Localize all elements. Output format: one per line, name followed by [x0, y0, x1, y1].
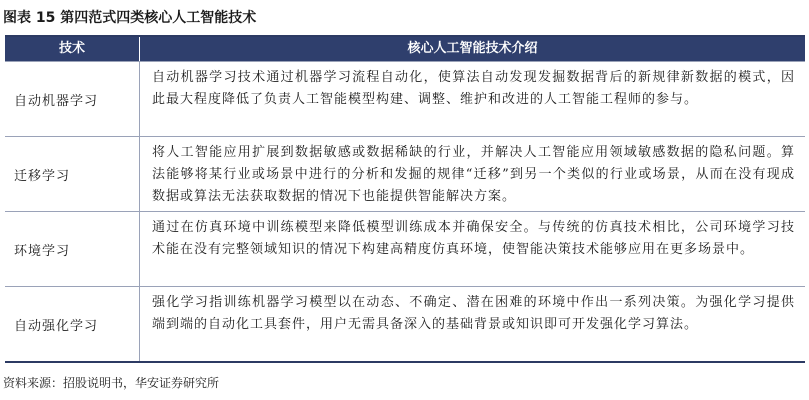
table-row: [5, 136, 805, 211]
table-header: [5, 37, 805, 61]
header-technology: 技术: [5, 37, 140, 61]
technology-name: 迁移学习: [5, 137, 140, 211]
table-row: [5, 286, 805, 361]
figure-title: 图表 15 第四范式四类核心人工智能技术: [3, 10, 257, 26]
header-description: 核心人工智能技术介绍: [407, 41, 538, 56]
technology-name: 自动强化学习: [5, 287, 140, 361]
technology-name: 环境学习: [5, 212, 140, 286]
technology-name: 自动机器学习: [5, 62, 140, 136]
technology-table: [5, 35, 805, 363]
technology-description: 将人工智能应用扩展到数据敏感或数据稀缺的行业，并解决人工智能应用领域敏感数据的隐私问题。算法能够将某行业或场景中进行的分析和发掘的规律“迁移”到另一个类似的行业或场景，从而在没有现成数据或算法无法获取数据的情况下也能提供智能解决方案。: [152, 145, 795, 204]
technology-description: 强化学习指训练机器学习模型以在动态、不确定、潜在困难的环境中作出一系列决策。为强化学习提供端到端的自动化工具套件，用户无需具备深入的基础背景或知识即可开发强化学习算法。: [152, 295, 795, 332]
table-row: [5, 211, 805, 286]
technology-description: 通过在仿真环境中训练模型来降低模型训练成本并确保安全。与传统的仿真技术相比，公司环境学习技术能在没有完整领域知识的情况下构建高精度仿真环境，使智能决策技术能够应用在更多场景中。: [152, 220, 795, 257]
technology-description: 自动机器学习技术通过机器学习流程自动化，使算法自动发现发掘数据背后的新规律新数据的模式，因此最大程度降低了负责人工智能模型构建、调整、维护和改进的人工智能工程师的参与。: [152, 70, 795, 107]
source-note: 资料来源：招股说明书，华安证券研究所: [3, 376, 220, 390]
table-row: [5, 61, 805, 136]
